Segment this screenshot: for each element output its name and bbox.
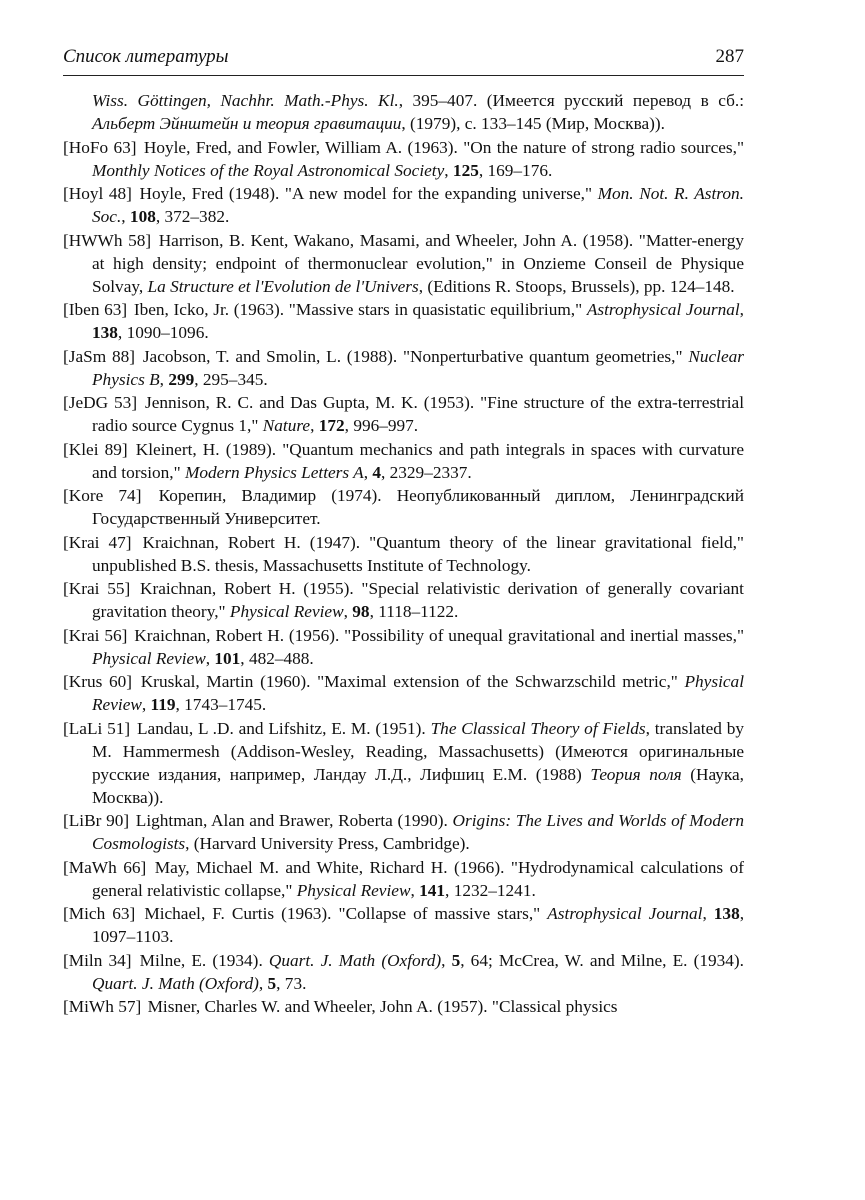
reference-text: , 372–382.	[155, 207, 230, 226]
reference-text: Kleinert, H. (1989). "Quantum mechanics and path integrals in spaces with curvature and torsion,"	[92, 439, 744, 482]
reference-volume: 98	[352, 602, 370, 621]
reference-text: Корепин, Владимир (1974). Неопубликованный диплом, Ленинградский Государственный Университет.	[92, 486, 744, 528]
reference-entry	[63, 717, 744, 809]
page-number: 287	[715, 46, 744, 67]
reference-text: , (Editions R. Stoops, Brussels), pp. 124–148.	[418, 276, 735, 296]
reference-text: , 169–176.	[478, 160, 553, 180]
reference-text: Jennison, R. C. and Das Gupta, M. K. (1953). "Fine structure of the extra-terrestrial radio source Cygnus 1,"	[92, 393, 745, 435]
reference-entry	[63, 89, 744, 135]
reference-title: Astrophysical Journal	[547, 904, 703, 923]
reference-text: ,	[739, 300, 744, 319]
reference-volume: 108	[129, 207, 156, 226]
reference-label: [Iben 63]	[63, 300, 128, 319]
reference-entry	[63, 670, 744, 716]
reference-volume: 138	[713, 904, 740, 923]
reference-text: , 1118–1122.	[369, 602, 459, 621]
reference-volume: 138	[92, 323, 118, 342]
reference-title: Monthly Notices of the Royal Astronomical Society	[92, 160, 445, 180]
reference-text: ,	[410, 880, 420, 900]
reference-text: ,	[702, 904, 714, 923]
reference-text: Kraichnan, Robert H. (1956). "Possibility of unequal gravitational and inertial masses,"	[134, 625, 744, 645]
reference-label: [Krai 56]	[63, 625, 128, 645]
reference-volume: 101	[214, 648, 241, 668]
reference-text: Milne, E. (1934).	[139, 950, 269, 970]
reference-volume: 119	[150, 695, 176, 714]
reference-volume: 299	[168, 369, 195, 389]
reference-entry	[63, 809, 744, 855]
reference-entry	[63, 484, 744, 530]
reference-label: [Hoyl 48]	[63, 184, 132, 203]
reference-label: [Miln 34]	[63, 950, 132, 970]
reference-label: [Krai 47]	[63, 532, 132, 552]
reference-title: Mon. Not. R. Astron. Soc.	[92, 184, 744, 226]
reference-text: , 295–345.	[194, 369, 268, 389]
reference-text: Kraichnan, Robert H. (1955). "Special relativistic derivation of generally covariant gravitation theory,"	[92, 579, 744, 621]
reference-label: [JaSm 88]	[63, 346, 136, 366]
reference-title: Nuclear Physics B	[92, 346, 744, 389]
reference-text: , 395–407. (Имеется русский перевод в сб.:	[398, 91, 744, 110]
reference-label: [MaWh 66]	[63, 857, 147, 877]
reference-text: , 482–488.	[240, 648, 314, 668]
reference-label: [Krus 60]	[63, 672, 133, 691]
reference-title: Quart. J. Math (Oxford)	[92, 973, 259, 993]
reference-title: Physical Review	[92, 672, 744, 714]
running-header	[63, 42, 744, 76]
reference-title: Modern Physics Letters A	[184, 462, 364, 482]
reference-entry	[63, 856, 744, 902]
reference-text: ,	[205, 648, 215, 668]
reference-volume: 4	[372, 462, 381, 482]
reference-entry	[63, 229, 744, 298]
reference-volume: 125	[452, 160, 479, 180]
reference-title: Origins: The Lives and Worlds of Modern Cosmologists	[92, 811, 744, 853]
reference-text: , 2329–2337.	[380, 462, 472, 482]
reference-text: ,	[444, 160, 453, 180]
reference-volume: 172	[318, 416, 345, 435]
reference-text: , 996–997.	[344, 416, 419, 435]
reference-text: , 1232–1241.	[445, 880, 536, 900]
reference-entry	[63, 902, 744, 948]
header-rule	[63, 75, 744, 76]
reference-title: Nature	[262, 416, 311, 435]
reference-text: ,	[441, 950, 452, 970]
reference-text: Lightman, Alan and Brawer, Roberta (1990).	[135, 811, 453, 830]
page-title: Список литературы	[63, 46, 229, 67]
reference-label: [LiBr 90]	[63, 811, 130, 830]
reference-label: [LaLi 51]	[63, 718, 131, 738]
reference-entry	[63, 577, 744, 623]
reference-label: [MiWh 57]	[63, 997, 142, 1016]
reference-text: ,	[159, 369, 169, 389]
reference-entry	[63, 949, 744, 995]
reference-entry	[63, 995, 744, 1018]
reference-entry	[63, 182, 744, 228]
reference-title: Physical Review	[92, 648, 206, 668]
reference-entry	[63, 391, 744, 437]
reference-label: [Kore 74]	[63, 486, 142, 505]
reference-label: [JeDG 53]	[63, 393, 138, 412]
reference-text: , (1979), с. 133–145 (Мир, Москва)).	[401, 114, 665, 133]
reference-text: , translated by M. Hammermesh (Addison-Wesley, Reading, Massachusetts) (Имеются оригинальные русские издания, например, Ландау Л.Д., Лифшиц Е.М. (1988)	[92, 718, 745, 784]
reference-title: Physical Review	[296, 880, 411, 900]
reference-title: Альберт Эйнштейн и теория гравитации	[92, 114, 402, 133]
reference-text: , (Harvard University Press, Cambridge).	[185, 834, 470, 853]
reference-text: Kraichnan, Robert H. (1947). "Quantum theory of the linear gravitational field," unpublished B.S. thesis, Massachusetts Institute of Technology.	[92, 532, 744, 575]
reference-label: [Klei 89]	[63, 439, 128, 459]
reference-text: ,	[363, 462, 373, 482]
reference-volume: 141	[419, 880, 446, 900]
reference-title: The Classical Theory of Fields	[430, 718, 646, 738]
reference-title: Astrophysical Journal	[586, 300, 740, 319]
reference-text: (Наука, Москва)).	[92, 764, 745, 807]
reference-text: ,	[141, 695, 151, 714]
reference-text: Misner, Charles W. and Wheeler, John A. (1957). "Classical physics	[147, 997, 618, 1016]
reference-text: Iben, Icko, Jr. (1963). "Massive stars in quasistatic equilibrium,"	[133, 300, 587, 319]
reference-entry	[63, 136, 744, 182]
reference-text: , 1097–1103.	[92, 904, 745, 946]
reference-volume: 5	[451, 950, 461, 970]
reference-title: Quart. J. Math (Oxford)	[268, 950, 442, 970]
reference-text: , 64; McCrea, W. and Milne, E. (1934).	[460, 950, 744, 970]
reference-title: Wiss. Göttingen, Nachhr. Math.-Phys. Kl.	[92, 91, 399, 110]
reference-entry	[63, 345, 744, 391]
reference-text: Jacobson, T. and Smolin, L. (1988). "Nonperturbative quantum geometries,"	[142, 346, 689, 366]
reference-entry	[63, 624, 744, 670]
reference-title: Теория поля	[590, 764, 682, 784]
reference-label: [Mich 63]	[63, 904, 136, 923]
reference-entry	[63, 298, 744, 344]
reference-text: , 1090–1096.	[117, 323, 209, 342]
reference-text: ,	[258, 973, 268, 993]
reference-text: , 73.	[276, 973, 307, 993]
reference-text: Michael, F. Curtis (1963). "Collapse of massive stars,"	[144, 904, 548, 923]
reference-label: [HoFo 63]	[63, 137, 137, 157]
reference-title: La Structure et l'Evolution de l'Univers	[147, 276, 419, 296]
reference-entry	[63, 531, 744, 577]
reference-text: ,	[121, 207, 130, 226]
reference-text: ,	[343, 602, 353, 621]
reference-text: Kruskal, Martin (1960). "Maximal extension of the Schwarzschild metric,"	[140, 672, 685, 691]
reference-text: Landau, L .D. and Lifshitz, E. M. (1951).	[137, 718, 431, 738]
reference-volume: 5	[267, 973, 277, 993]
reference-title: Physical Review	[229, 602, 344, 621]
reference-text: Harrison, B. Kent, Wakano, Masami, and Wheeler, John A. (1958). "Matter-energy at high density; endpoint of thermonuclear evolution," in Onzieme Conseil de Physique Solvay,	[92, 230, 744, 296]
reference-list	[63, 89, 744, 1019]
reference-text: Hoyle, Fred (1948). "A new model for the expanding universe,"	[139, 184, 598, 203]
reference-label: [Krai 55]	[63, 579, 131, 598]
reference-label: [HWWh 58]	[63, 230, 152, 250]
reference-text: ,	[310, 416, 319, 435]
reference-text: Hoyle, Fred, and Fowler, William A. (1963). "On the nature of strong radio sources,"	[143, 137, 745, 157]
reference-text: May, Michael M. and White, Richard H. (1966). "Hydrodynamical calculations of general relativistic collapse,"	[92, 857, 744, 900]
reference-entry	[63, 438, 744, 484]
reference-text: , 1743–1745.	[175, 695, 267, 714]
